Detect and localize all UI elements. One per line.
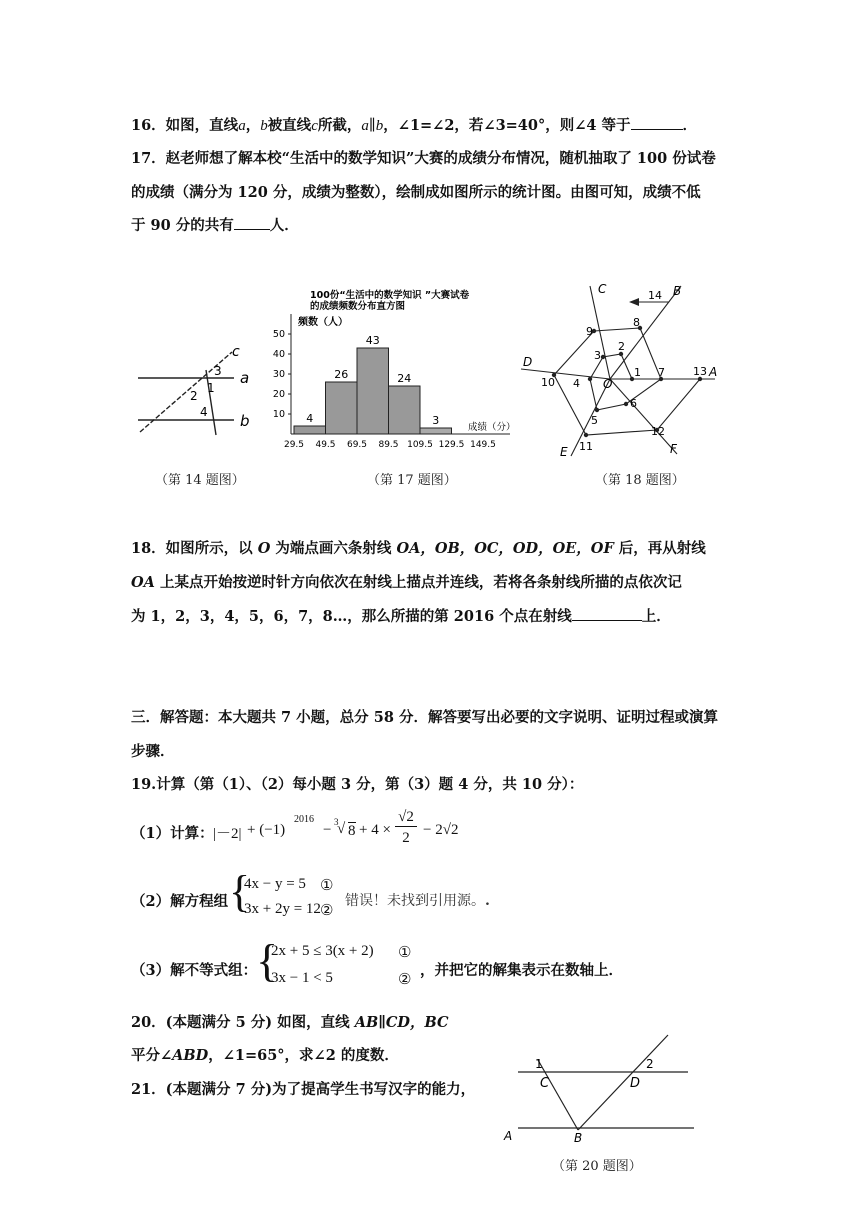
q18-line1 bbox=[131, 537, 706, 558]
section3-line1: 三．解答题：本大题共 7 小题，总分 58 分．解答要写出必要的文字说明、证明过程或演算 bbox=[131, 709, 718, 726]
q17-line1: 17．赵老师想了解本校“生活中的数学知识”大赛的成绩分布情况，随机抽取了 100 份试卷 bbox=[131, 150, 716, 167]
figure-17-histogram bbox=[262, 284, 522, 454]
fig14-caption: （第 14 题图） bbox=[155, 473, 245, 488]
q18-l3b: 上． bbox=[641, 608, 671, 625]
inequality-brace-icon: { bbox=[256, 935, 279, 986]
x-tick-label: 89.5 bbox=[378, 440, 399, 450]
figure-18 bbox=[515, 280, 725, 460]
section3-line2: 步骤． bbox=[131, 743, 175, 760]
q18-l1c: 后，再从射线 bbox=[613, 540, 706, 557]
y-tick-label: 30 bbox=[272, 369, 285, 380]
q18-line3 bbox=[131, 605, 671, 626]
q16-end: ． bbox=[682, 117, 698, 134]
fig14-label-3: 3 bbox=[214, 364, 222, 378]
x-tick-label: 29.5 bbox=[283, 440, 305, 450]
minus-sign: − bbox=[323, 822, 332, 838]
y-axis-label: 频数（人） bbox=[298, 317, 348, 328]
q18-line2 bbox=[131, 571, 682, 592]
q16-prefix: 16．如图，直线 bbox=[131, 117, 239, 134]
q16-var-a: a bbox=[238, 118, 246, 134]
pt-label-5: 5 bbox=[591, 414, 598, 427]
pt-label-13: 13 bbox=[693, 365, 707, 378]
q17-answer-blank[interactable] bbox=[234, 215, 270, 230]
x-tick-label: 49.5 bbox=[315, 440, 336, 450]
q16-answer-blank[interactable] bbox=[631, 115, 683, 130]
q21-line1: 21．(本题满分 7 分)为了提高学生书写汉字的能力， bbox=[131, 1081, 476, 1098]
q19-eq2-marker: ② bbox=[320, 903, 334, 919]
q20-line1 bbox=[131, 1011, 449, 1032]
reference-error-text: 错误！未找到引用源。. bbox=[345, 893, 490, 909]
radical-icon: √ bbox=[337, 821, 346, 837]
ray-ob bbox=[610, 286, 681, 379]
arrowhead-14 bbox=[629, 298, 639, 306]
ray-label-a: A bbox=[709, 365, 718, 379]
q16-mid2: 所截， bbox=[317, 117, 362, 134]
fig20-label-d: D bbox=[630, 1076, 641, 1091]
pt-label-6: 6 bbox=[630, 397, 637, 410]
pt-label-4: 4 bbox=[573, 377, 580, 390]
fig14-label-4: 4 bbox=[200, 405, 208, 419]
q18-l1-rays: OA，OB，OC，OD，OE，OF bbox=[396, 540, 614, 557]
histogram-bar bbox=[420, 428, 452, 434]
x-tick-label: 149.5 bbox=[470, 440, 496, 450]
y-tick-label: 10 bbox=[272, 409, 285, 420]
pt-label-14: 14 bbox=[648, 289, 662, 302]
q20-line2 bbox=[131, 1044, 399, 1065]
fig20-caption: （第 20 题图） bbox=[552, 1159, 642, 1174]
q18-l1-o: O bbox=[257, 540, 271, 557]
q19-part3-label: （3）解不等式组： bbox=[131, 962, 258, 979]
chart-title-line1: 100份“生活中的数学知识 ”大赛试卷 bbox=[310, 290, 470, 301]
pt-label-7: 7 bbox=[658, 366, 665, 379]
cube-root-index: 3 bbox=[334, 817, 339, 827]
q20-l2a: 平分 bbox=[131, 1047, 160, 1064]
fig14-label-a: a bbox=[240, 369, 250, 387]
q18-l2-oa: OA bbox=[131, 574, 155, 591]
q18-l1b: 为端点画六条射线 bbox=[270, 540, 397, 557]
bar-value-label: 43 bbox=[365, 334, 380, 347]
x-axis-label: 成绩（分） bbox=[468, 422, 516, 433]
system-brace-icon: { bbox=[229, 867, 251, 916]
fig20-label-b: B bbox=[574, 1131, 583, 1145]
question-16 bbox=[131, 114, 697, 135]
q19-head: 19.计算（第（1）、（2）每小题 3 分，第（3）题 4 分，共 10 分）： bbox=[131, 776, 584, 793]
q20-l1a: 20．(本题满分 5 分) 如图，直线 bbox=[131, 1014, 355, 1031]
fig20-label-2: 2 bbox=[646, 1057, 654, 1071]
fraction-numerator: √2 bbox=[395, 809, 417, 827]
histogram-bar bbox=[294, 426, 326, 434]
q17-line3b: 人． bbox=[269, 217, 299, 234]
q20-l2c: ，∠1=65°，求∠2 的度数． bbox=[208, 1047, 399, 1064]
pt-label-8: 8 bbox=[633, 316, 640, 329]
minus-two-root2: − 2√2 bbox=[423, 822, 459, 838]
fig14-label-2: 2 bbox=[190, 389, 198, 403]
abs-neg2: |－2| bbox=[213, 826, 242, 842]
q16-parallel: a∥b bbox=[361, 118, 384, 134]
plus-neg1: + (−1) bbox=[247, 822, 286, 838]
fig14-label-c: c bbox=[232, 344, 240, 360]
fig14-label-b: b bbox=[240, 412, 250, 430]
q20-l2b: ∠ABD bbox=[160, 1047, 209, 1064]
q19-eq2: 3x + 2y = 12 bbox=[244, 901, 321, 917]
fig20-label-c: C bbox=[540, 1076, 550, 1091]
fig20-label-a: A bbox=[504, 1129, 513, 1143]
bar-value-label: 26 bbox=[334, 368, 349, 381]
y-tick-label: 50 bbox=[272, 329, 285, 340]
plus-four-times: + 4 × bbox=[359, 822, 391, 838]
pt-label-12: 12 bbox=[651, 425, 665, 438]
pt-label-10: 10 bbox=[541, 376, 555, 389]
x-tick-label: 129.5 bbox=[438, 440, 465, 450]
q20-l1b: AB∥CD，BC bbox=[354, 1014, 449, 1031]
fraction-denominator: 2 bbox=[402, 830, 410, 846]
ray-label-c: C bbox=[598, 282, 607, 296]
q16-var-b: b bbox=[260, 118, 268, 134]
q16-rest: ，∠1=∠2，若∠3=40°，则∠4 等于 bbox=[383, 117, 631, 134]
segment-bd bbox=[578, 1035, 668, 1130]
pt-label-9: 9 bbox=[586, 325, 593, 338]
fig20-label-1: 1 bbox=[535, 1057, 543, 1071]
ray-label-o: O bbox=[603, 377, 613, 391]
q19-part2-label: （2）解方程组 bbox=[131, 893, 229, 910]
ray-label-e: E bbox=[560, 445, 568, 459]
x-tick-label: 69.5 bbox=[346, 440, 368, 450]
chart-title-line2: 的成绩频数分布直方图 bbox=[310, 301, 406, 312]
ray-label-f: F bbox=[670, 442, 677, 456]
q19-eq1: 4x − y = 5 bbox=[244, 876, 306, 892]
q19-eq1-marker: ① bbox=[320, 878, 334, 894]
pt-label-1: 1 bbox=[634, 366, 641, 379]
figure-20 bbox=[500, 1030, 700, 1148]
y-tick-label: 40 bbox=[272, 349, 285, 360]
fig14-label-1: 1 bbox=[207, 381, 215, 395]
q16-sep: ， bbox=[245, 117, 261, 134]
ray-of bbox=[610, 379, 677, 454]
pt-label-11: 11 bbox=[579, 440, 593, 453]
q19-ineq1-marker: ① bbox=[398, 945, 412, 961]
ray-od bbox=[521, 369, 610, 379]
bar-value-label: 24 bbox=[397, 372, 412, 385]
histogram-bar bbox=[389, 386, 421, 434]
segment-bc bbox=[538, 1060, 578, 1130]
line-diag bbox=[206, 370, 216, 435]
q18-l2: 上某点开始按逆时针方向依次在射线上描点并连线，若将各条射线所描的点依次记 bbox=[154, 574, 682, 591]
fig18-caption: （第 18 题图） bbox=[595, 473, 685, 488]
fig17-caption: （第 17 题图） bbox=[367, 473, 457, 488]
pt-label-2: 2 bbox=[618, 340, 625, 353]
histogram-bar bbox=[326, 382, 358, 434]
figure-14 bbox=[130, 340, 270, 440]
q19-ineq2: 3x − 1 < 5 bbox=[271, 970, 333, 986]
q19-part3-tail: ，并把它的解集表示在数轴上． bbox=[420, 962, 623, 979]
q19-ineq2-marker: ② bbox=[398, 972, 412, 988]
ray-label-b: B bbox=[673, 284, 682, 298]
pt-label-3: 3 bbox=[594, 349, 601, 362]
q19-ineq1: 2x + 5 ≤ 3(x + 2) bbox=[271, 943, 374, 959]
q16-mid1: 被直线 bbox=[267, 117, 312, 134]
q17-line3 bbox=[131, 214, 299, 235]
histogram-bar bbox=[357, 348, 389, 434]
y-tick-label: 20 bbox=[272, 389, 285, 400]
q18-l1a: 18．如图所示，以 bbox=[131, 540, 258, 557]
q17-line3a: 于 90 分的共有 bbox=[131, 217, 234, 234]
q17-line2: 的成绩（满分为 120 分，成绩为整数），绘制成如图所示的统计图。由图可知，成绩不低 bbox=[131, 184, 701, 201]
q16-var-c: c bbox=[311, 118, 318, 134]
bar-value-label: 3 bbox=[432, 414, 440, 427]
q18-l3a: 为 1，2，3，4，5，6，7，8…，那么所描的第 2016 个点在射线 bbox=[131, 608, 572, 625]
q19-part1-label: （1）计算： bbox=[131, 825, 214, 842]
ray-label-d: D bbox=[523, 355, 533, 369]
bar-value-label: 4 bbox=[306, 412, 314, 425]
radicand-8: 8 bbox=[348, 823, 356, 839]
x-tick-label: 109.5 bbox=[407, 440, 433, 450]
q18-answer-blank[interactable] bbox=[572, 606, 642, 621]
exponent-2016: 2016 bbox=[294, 814, 314, 825]
